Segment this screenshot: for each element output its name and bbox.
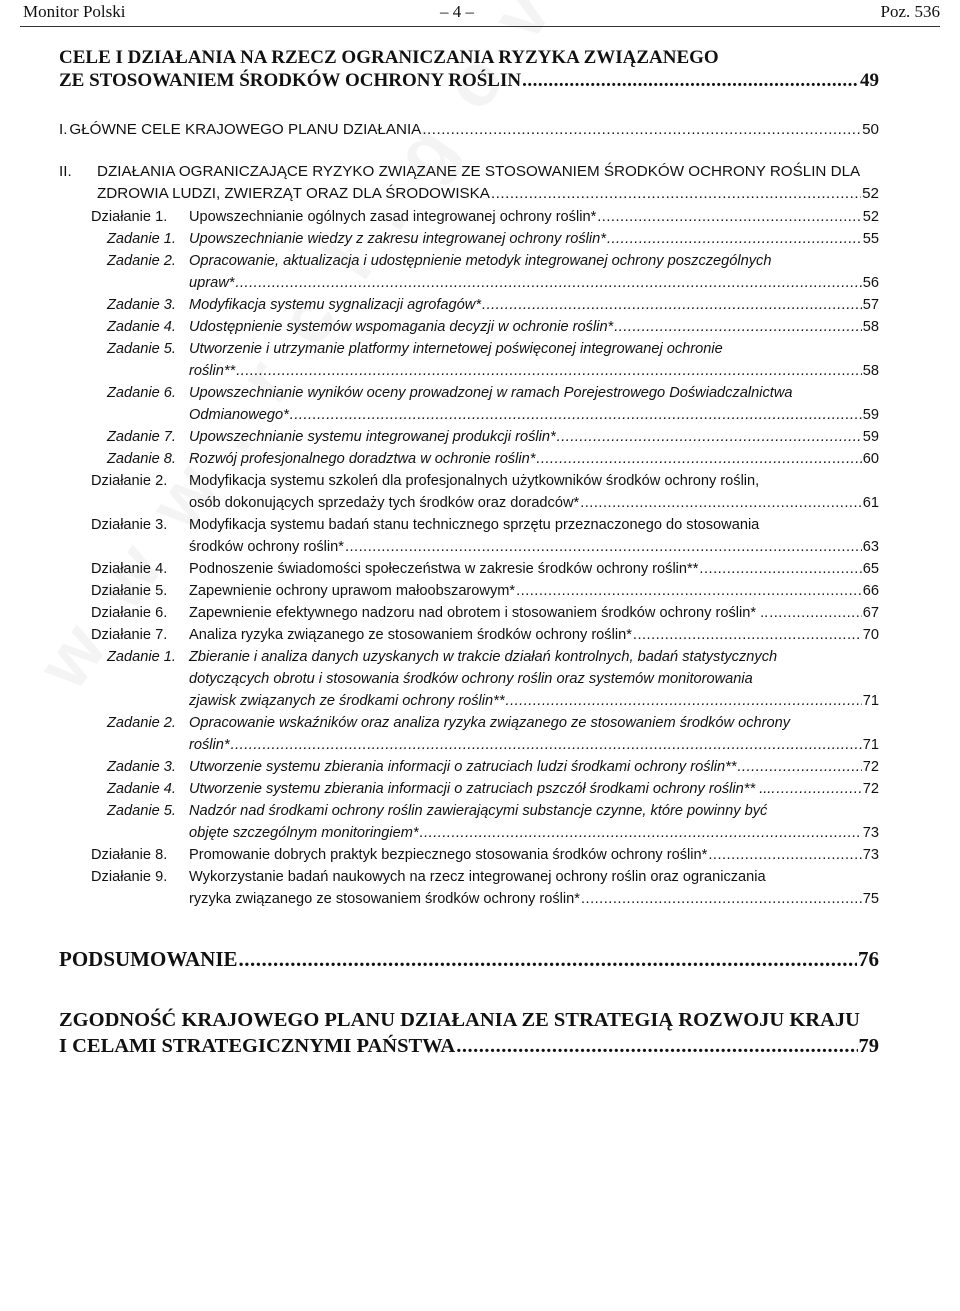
toc-entry-text: Zapewnienie ochrony uprawom małoobszarowym* — [189, 583, 516, 599]
toc-page: 57 — [862, 297, 879, 313]
toc-entry[interactable] — [0, 316, 879, 338]
leader-dots — [769, 602, 862, 624]
leader-dots — [456, 1033, 857, 1059]
toc-page: 71 — [862, 693, 879, 709]
toc-page: 50 — [862, 121, 879, 138]
page-number: – 4 – — [440, 2, 474, 21]
toc-entry-line1: Zbieranie i analiza danych uzyskanych w trakcie działań kontrolnych, badań statystycznych — [189, 649, 778, 665]
toc-entry-label: Działanie 1. — [91, 209, 168, 225]
section-number: I. — [59, 121, 68, 138]
toc-entry-text: Promowanie dobrych praktyk bezpiecznego stosowania środków ochrony roślin* — [189, 847, 708, 863]
toc-page: 52 — [862, 209, 879, 225]
toc-entry[interactable] — [0, 844, 879, 866]
leader-dots — [536, 448, 861, 470]
toc-page: 56 — [862, 275, 879, 291]
leader-dots — [699, 558, 861, 580]
toc-entry-label: Działanie 6. — [91, 605, 168, 621]
toc-entry-label: Działanie 8. — [91, 847, 168, 863]
toc-entry-label: Zadanie 2. — [107, 715, 176, 731]
toc-entry-text: Zapewnienie efektywnego nadzoru nad obrotem i stosowaniem środków ochrony roślin* .. — [189, 605, 769, 621]
toc-entry-line1: Nadzór nad środkami ochrony roślin zawierającymi substancje czynne, które powinny być — [189, 803, 768, 819]
leader-dots — [345, 536, 862, 558]
toc-entry[interactable] — [0, 778, 879, 800]
leader-dots — [580, 492, 862, 514]
toc-entry[interactable] — [0, 206, 879, 228]
toc-page: 61 — [862, 495, 879, 511]
toc-page: 73 — [862, 847, 879, 863]
toc-title-line1: CELE I DZIAŁANIA NA RZECZ OGRANICZANIA RYZYKA ZWIĄZANEGO — [59, 47, 719, 68]
leader-dots — [738, 756, 862, 778]
leader-dots — [776, 778, 861, 800]
toc-entry[interactable] — [0, 228, 879, 250]
leader-dots — [597, 206, 862, 228]
leader-dots — [557, 426, 862, 448]
toc-entry-label: Zadanie 7. — [107, 429, 176, 445]
toc-entry[interactable] — [0, 470, 879, 514]
section-title-line1: DZIAŁANIA OGRANICZAJĄCE RYZYKO ZWIĄZANE ZE STOSOWANIEM ŚRODKÓW OCHRONY ROŚLIN DLA — [97, 163, 861, 180]
toc-entry-text: Rozwój profesjonalnego doradztwa w ochronie roślin* — [189, 451, 536, 467]
toc-page: 79 — [858, 1035, 879, 1057]
toc-entry[interactable] — [0, 756, 879, 778]
toc-page: 49 — [860, 70, 879, 91]
toc-title-line2: ZE STOSOWANIEM ŚRODKÓW OCHRONY ROŚLIN — [59, 70, 522, 91]
section-title-line2: ZDROWIA LUDZI, ZWIERZĄT ORAZ DLA ŚRODOWISKA — [97, 185, 490, 202]
toc-page: 59 — [862, 407, 879, 423]
leader-dots — [506, 690, 862, 712]
toc-summary[interactable] — [59, 948, 879, 971]
toc-entry-line1: Wykorzystanie badań naukowych na rzecz integrowanej ochrony roślin oraz ograniczania — [189, 869, 766, 885]
toc-entry-text: osób dokonujących sprzedaży tych środków oraz doradców* — [189, 495, 580, 511]
toc-entry-text: upraw* — [189, 275, 235, 291]
toc-entry-text: Podnoszenie świadomości społeczeństwa w zakresie środków ochrony roślin** — [189, 561, 699, 577]
summary-title: PODSUMOWANIE — [59, 947, 238, 971]
leader-dots — [614, 316, 862, 338]
leader-dots — [422, 119, 861, 141]
toc-entry[interactable] — [0, 800, 879, 844]
toc-entry-text: Udostępnienie systemów wspomagania decyzji w ochronie roślin* — [189, 319, 614, 335]
toc-entry[interactable] — [0, 294, 879, 316]
leader-dots — [231, 734, 862, 756]
compat-title-line2: I CELAMI STRATEGICZNYMI PAŃSTWA — [59, 1035, 456, 1057]
toc-entry-label: Działanie 4. — [91, 561, 168, 577]
toc-entry-label: Zadanie 8. — [107, 451, 176, 467]
leader-dots — [516, 580, 862, 602]
leader-dots — [522, 69, 859, 92]
toc-entry-label: Zadanie 1. — [107, 649, 176, 665]
toc-entry-text: zjawisk związanych ze środkami ochrony roślin** — [189, 693, 505, 709]
toc-page: 52 — [862, 185, 879, 202]
toc-entry[interactable] — [0, 602, 879, 624]
toc-entry[interactable] — [0, 558, 879, 580]
section-title: GŁÓWNE CELE KRAJOWEGO PLANU DZIAŁANIA — [69, 121, 422, 138]
toc-entry-label: Zadanie 3. — [107, 759, 176, 775]
toc-page: 65 — [862, 561, 879, 577]
toc-page: 70 — [862, 627, 879, 643]
toc-page: 59 — [862, 429, 879, 445]
toc-page: 55 — [862, 231, 879, 247]
toc-entry[interactable] — [0, 514, 879, 558]
journal-name: Monitor Polski — [23, 2, 126, 21]
toc-page: 67 — [862, 605, 879, 621]
leader-dots — [236, 360, 862, 382]
toc-entry-label: Zadanie 1. — [107, 231, 176, 247]
toc-entry-text: objęte szczególnym monitoringiem* — [189, 825, 419, 841]
toc-page: 58 — [862, 363, 879, 379]
toc-entry-text: Modyfikacja systemu sygnalizacji agrofagów* — [189, 297, 482, 313]
toc-entry-label: Zadanie 2. — [107, 253, 176, 269]
toc-entry-text: Odmianowego* — [189, 407, 289, 423]
toc-entry-label: Działanie 7. — [91, 627, 168, 643]
toc-entry-text: Utworzenie systemu zbierania informacji o zatruciach pszczół środkami ochrony roślin** .... — [189, 781, 776, 797]
leader-dots — [235, 272, 861, 294]
toc-entry-text: roślin** — [189, 363, 236, 379]
toc-entry-line1: Upowszechnianie wyników oceny prowadzonej w ramach Porejestrowego Doświadczalnictwa — [189, 385, 793, 401]
section-number: II. — [59, 163, 72, 180]
toc-entry-label: Zadanie 4. — [107, 781, 176, 797]
toc-page: 76 — [858, 947, 879, 971]
toc-entry-label: Działanie 5. — [91, 583, 168, 599]
toc-page: 63 — [862, 539, 879, 555]
toc-entry-label: Zadanie 5. — [107, 341, 176, 357]
toc-entry[interactable] — [0, 426, 879, 448]
toc-entry-text: roślin* — [189, 737, 230, 753]
toc-entry-line1: Utworzenie i utrzymanie platformy internetowej poświęconej integrowanej ochronie — [189, 341, 723, 357]
toc-page: 72 — [862, 759, 879, 775]
leader-dots — [420, 822, 862, 844]
toc-entry-label: Zadanie 3. — [107, 297, 176, 313]
toc-entry[interactable] — [0, 250, 879, 294]
toc-title-entry[interactable] — [59, 46, 879, 92]
toc-section-2[interactable] — [59, 161, 879, 205]
toc-entry-line1: Opracowanie wskaźników oraz analiza ryzyka związanego ze stosowaniem środków ochrony — [189, 715, 791, 731]
toc-entry-text: Utworzenie systemu zbierania informacji o zatruciach ludzi środkami ochrony roślin** — [189, 759, 737, 775]
toc-page: 66 — [862, 583, 879, 599]
toc-entry-text: Upowszechnianie ogólnych zasad integrowanej ochrony roślin* — [189, 209, 597, 225]
toc-entry[interactable] — [0, 866, 879, 910]
toc-entry[interactable] — [0, 580, 879, 602]
toc-entry[interactable] — [0, 646, 879, 712]
toc-entry[interactable] — [0, 448, 879, 470]
toc-section-1[interactable] — [59, 119, 879, 141]
toc-entry-line2: dotyczących obrotu i stosowania środków ochrony roślin oraz systemów monitorowania — [189, 671, 753, 687]
toc-page: 58 — [862, 319, 879, 335]
toc-page: 73 — [862, 825, 879, 841]
toc-entry-label: Zadanie 4. — [107, 319, 176, 335]
toc-entry-line1: Opracowanie, aktualizacja i udostępnienie metodyk integrowanej ochrony poszczególnych — [189, 253, 772, 269]
header-rule — [20, 26, 940, 27]
toc-entry-text: Analiza ryzyka związanego ze stosowaniem środków ochrony roślin* — [189, 627, 632, 643]
toc-entry-label: Działanie 3. — [91, 517, 168, 533]
toc-page: 60 — [862, 451, 879, 467]
toc-entry-label: Zadanie 5. — [107, 803, 176, 819]
toc-page: 75 — [862, 891, 879, 907]
toc-entry-line1: Modyfikacja systemu szkoleń dla profesjonalnych użytkowników środków ochrony roślin, — [189, 473, 760, 489]
compat-title-line1: ZGODNOŚĆ KRAJOWEGO PLANU DZIAŁANIA ZE STRATEGIĄ ROZWOJU KRAJU — [59, 1009, 860, 1031]
toc-compatibility[interactable] — [59, 1007, 879, 1059]
toc-entry[interactable] — [0, 712, 879, 756]
leader-dots — [482, 294, 862, 316]
toc-entry-text: ryzyka związanego ze stosowaniem środków ochrony roślin* — [189, 891, 580, 907]
leader-dots — [633, 624, 862, 646]
toc-entry[interactable] — [0, 338, 879, 382]
toc-entry[interactable] — [0, 624, 879, 646]
leader-dots — [491, 183, 861, 205]
toc-entry-text: Upowszechnianie systemu integrowanej produkcji roślin* — [189, 429, 556, 445]
toc-entry-line1: Modyfikacja systemu badań stanu technicznego sprzętu przeznaczonego do stosowania — [189, 517, 760, 533]
leader-dots — [290, 404, 862, 426]
position-number: Poz. 536 — [880, 2, 940, 21]
leader-dots — [239, 948, 857, 971]
toc-entry-label: Działanie 2. — [91, 473, 168, 489]
toc-entry-label: Zadanie 6. — [107, 385, 176, 401]
leader-dots — [607, 228, 862, 250]
toc-entry-text: środków ochrony roślin* — [189, 539, 344, 555]
leader-dots — [581, 888, 862, 910]
page-header — [0, 2, 960, 26]
toc-entry-label: Działanie 9. — [91, 869, 168, 885]
toc-entry-text: Upowszechnianie wiedzy z zakresu integrowanej ochrony roślin* — [189, 231, 606, 247]
toc-entry[interactable] — [0, 382, 879, 426]
toc-page: 72 — [862, 781, 879, 797]
leader-dots — [708, 844, 861, 866]
toc-page: 71 — [862, 737, 879, 753]
